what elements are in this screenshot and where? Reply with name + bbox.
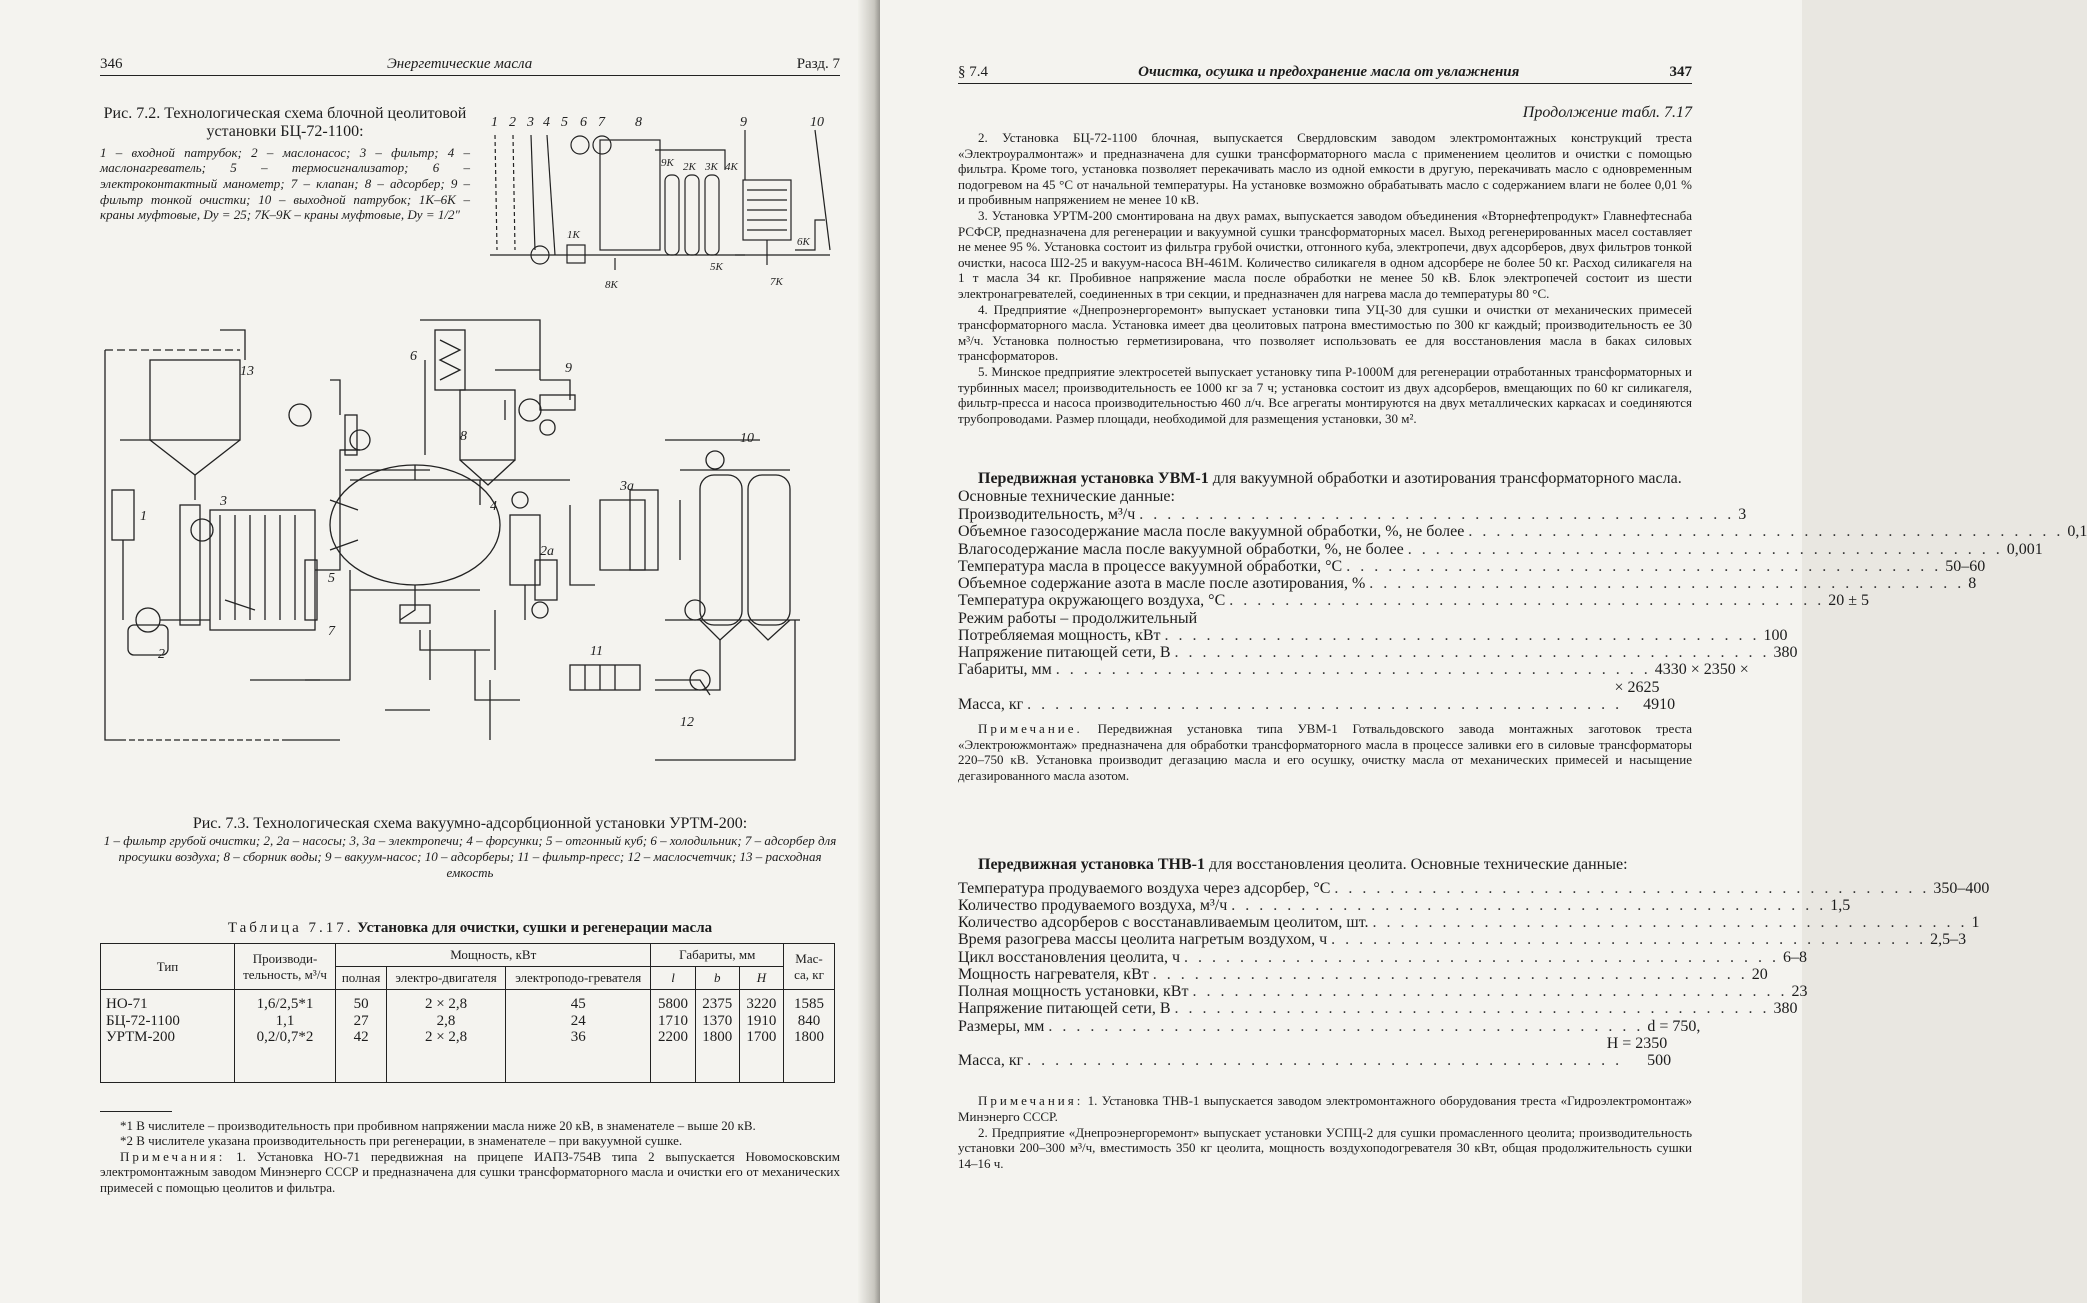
th-mass: Мас-са, кг <box>784 944 835 990</box>
table-row <box>101 1013 835 1030</box>
right-page-number: 347 <box>1669 64 1692 80</box>
tnv-section <box>958 855 1990 1172</box>
paragraph-5: 5. Минское предприятие электросетей выпускает установку типа Р-1000М для регенерации отработанных трансформаторных и турбинных масел; производительность ее 1000 кг за 7 ч; установка состоит из двух адсорберов, вмещающих по 60 кг силикагеля, фильтр-пресса и насоса производительностью 460 л/ч. Все агрегаты монтируются на двух металлических каркасах и соединяются трубопроводами. Размер площади, необходимой для размещения установки, 30 м². <box>958 363 1692 426</box>
param-leader-dots: . . . . . . . . . . . . . . . . . . . . . . . . . . . . . . . . . . . . . . . . . . . <box>1346 557 1942 575</box>
cell-power-motor: 2 × 2,8 <box>387 990 506 1013</box>
param-value: 500 <box>1647 1052 1672 1070</box>
left-notes-text: 1. Установка НО-71 передвижная на прицепе ИАПЗ-754В типа 2 выпускается Новомосковским электромонтажным заводом Минэнерго СССР и предназначена для сушки трансформаторного масла и очистки его от механических примесей с помощью цеолитов и фильтра. <box>100 1148 840 1195</box>
footnote-rule <box>100 1111 172 1112</box>
param-row <box>958 1017 1701 1035</box>
cell-power-motor: 2 × 2,8 <box>387 1029 506 1046</box>
param-label: Напряжение питающей сети, В <box>958 1000 1171 1018</box>
fig72-label-6: 6 <box>580 115 587 130</box>
cell-mass: 840 <box>784 1013 835 1030</box>
param-leader-dots: . . . . . . . . . . . . . . . . . . . . . . . . . . . . . . . . . . . . . . . . . . . <box>1027 1052 1623 1070</box>
table-row <box>101 990 835 1013</box>
th-power-full: полная <box>336 967 387 990</box>
param-row <box>958 948 1808 966</box>
param-row <box>958 1000 1798 1018</box>
param-label: Производительность, м³/ч <box>958 506 1136 524</box>
param-value: H = 2350 <box>1606 1034 1668 1052</box>
th-power-heater: электроподо-гревателя <box>505 967 650 990</box>
cell-power-motor: 2,8 <box>387 1013 506 1030</box>
param-label: Размеры, мм <box>958 1017 1045 1035</box>
cell-dim-h: 1910 <box>739 1013 783 1030</box>
param-value: 20 ± 5 <box>1828 592 1870 610</box>
fig72-valve-9k: 9К <box>661 157 674 169</box>
param-row <box>958 879 1990 897</box>
uvm-section <box>958 470 2087 784</box>
th-dim-h: H <box>739 967 783 990</box>
cell-dim-b: 2375 <box>695 990 739 1013</box>
fig73-label-2: 2 <box>158 647 165 662</box>
fig72-label-8: 8 <box>635 115 642 130</box>
param-leader-dots: . . . . . . . . . . . . . . . . . . . . . . . . . . . . . . . . . . . . . . . . . . . <box>1372 914 1968 932</box>
fig72-diagram <box>485 110 835 305</box>
param-leader-dots: . . . . . . . . . . . . . . . . . . . . . . . . . . . . . . . . . . . . . . . . . . . <box>1048 1017 1644 1035</box>
table-title-prefix: Таблица 7.17. <box>227 920 354 936</box>
uvm-title-rest: для вакуумной обработки и азотирования трансформаторного масла. Основные технические данные: <box>958 470 1682 506</box>
cell-dim-b: 1370 <box>695 1013 739 1030</box>
fig72-valve-5k: 5К <box>710 261 723 273</box>
cell-power-heater: 24 <box>505 1013 650 1030</box>
param-row <box>958 506 1747 524</box>
cell-dim-h: 3220 <box>739 990 783 1013</box>
table-7-17 <box>100 912 840 1195</box>
param-label: Потребляемая мощность, кВт <box>958 626 1161 644</box>
param-value: 3 <box>1738 506 1747 524</box>
uvm-note <box>958 721 1692 783</box>
fig72-label-5: 5 <box>561 115 568 130</box>
th-dim-l: l <box>651 967 695 990</box>
paragraph-2: 2. Установка БЦ-72-1100 блочная, выпускается Свердловским заводом электромонтажных конструкций треста «Электроуралмонтаж» и предназначена для сушки трансформаторного масла с применением цеолитов и очистки с помощью фильтра. Кроме того, установка позволяет перекачивать масло из одной емкости в другую, перекачивать масло с одновременным подогревом на 45 °С от начальной температуры. На установке возможно обрабатывать масло с содержанием влаги не более 0,01 % и пробивным напряжением не менее 10 кВ. <box>958 130 1692 208</box>
table-continuation: Продолжение табл. 7.17 <box>1522 104 1692 121</box>
param-value: 100 <box>1763 626 1788 644</box>
param-value: 4910 <box>1643 696 1676 714</box>
param-value: 380 <box>1773 644 1798 662</box>
param-leader-dots: . . . . . . . . . . . . . . . . . . . . . . . . . . . . . . . . . . . . . . . . . . . <box>1055 661 1651 679</box>
right-running-title: Очистка, осушка и предохранение масла от увлажнения <box>1138 64 1520 80</box>
param-row <box>958 626 1788 644</box>
uvm-title <box>958 470 1692 506</box>
uvm-params <box>958 506 2087 714</box>
table-title <box>100 920 840 937</box>
cell-mass: 1585 <box>784 990 835 1013</box>
th-power-motor: электро-двигателя <box>387 967 506 990</box>
param-label: Количество продуваемого воздуха, м³/ч <box>958 896 1228 914</box>
cell-productivity: 0,2/0,7*2 <box>235 1029 336 1046</box>
fig73-diagram <box>100 320 835 810</box>
param-row <box>958 575 1977 593</box>
cell-power-heater: 45 <box>505 990 650 1013</box>
fig72-valve-1k: 1К <box>567 229 580 241</box>
param-leader-dots: . . . . . . . . . . . . . . . . . . . . . . . . . . . . . . . . . . . . . . . . . . . <box>1139 506 1735 524</box>
param-leader-dots: . . . . . . . . . . . . . . . . . . . . . . . . . . . . . . . . . . . . . . . . . . . <box>1468 523 2064 541</box>
param-label: Температура окружающего воздуха, °С <box>958 592 1226 610</box>
right-section-label: § 7.4 <box>958 64 988 80</box>
tnv-note-2: 2. Предприятие «Днепроэнергоремонт» выпускает установки УСПЦ-2 для сушки промасленного цеолита; производительность установки 200–300 м³/ч, вместимость 350 кг цеолита, мощность воздухоподогревателя 30 кВт, общая продолжительность сушки 14–16 ч. <box>958 1124 1692 1171</box>
fig72-valve-3k: 3К <box>705 161 718 173</box>
left-running-title: Энергетические масла <box>386 56 533 72</box>
param-leader-dots: . . . . . . . . . . . . . . . . . . . . . . . . . . . . . . . . . . . . . . . . . . . <box>1192 983 1788 1001</box>
param-leader-dots: . . . . . . . . . . . . . . . . . . . . . . . . . . . . . . . . . . . . . . . . . . . <box>1174 1000 1770 1018</box>
param-value: 380 <box>1773 1000 1798 1018</box>
param-row <box>958 540 2043 558</box>
param-label: Масса, кг <box>958 696 1024 714</box>
param-label: Объемное содержание азота в масле после азотирования, % <box>958 575 1366 593</box>
fig72-caption-legend: 1 – входной патрубок; 2 – маслонасос; 3 – фильтр; 4 – маслонагреватель; 5 – термосигнализатор; 6 – электроконтактный манометр; 7 – клапан; 8 – адсорбер; 9 – фильтр тонкой очистки; 10 – выходной патрубок; 1К–6К – краны муфтовые, Dy = 25; 7К–9К – краны муфтовые, Dy = 1/2″ <box>100 144 470 223</box>
fig73-label-8: 8 <box>460 429 467 444</box>
param-label: Мощность нагревателя, кВт <box>958 965 1149 983</box>
fig72-valve-2k: 2К <box>683 161 696 173</box>
fig72-valve-4k: 4К <box>725 161 738 173</box>
param-row <box>958 896 1851 914</box>
param-label: Габариты, мм <box>958 661 1052 679</box>
spec-table <box>100 943 835 1083</box>
fig72-label-10: 10 <box>810 115 824 130</box>
param-leader-dots: . . . . . . . . . . . . . . . . . . . . . . . . . . . . . . . . . . . . . . . . . . . <box>1184 948 1780 966</box>
param-leader-dots: . . . . . . . . . . . . . . . . . . . . . . . . . . . . . . . . . . . . . . . . . . . <box>1027 696 1623 714</box>
param-label: Масса, кг <box>958 1052 1024 1070</box>
th-productivity: Производи-тельность, м³/ч <box>235 944 336 990</box>
uvm-title-bold: Передвижная установка УВМ-1 <box>978 470 1209 488</box>
cell-type: НО-71 <box>101 990 235 1013</box>
fig72-valve-7k: 7К <box>770 276 783 288</box>
fig72-valve-6k: 6К <box>797 236 810 248</box>
param-label: Количество адсорберов с восстанавливаемым цеолитом, шт. <box>958 914 1369 932</box>
fig73-caption <box>100 815 840 880</box>
param-leader-dots: . . . . . . . . . . . . . . . . . . . . . . . . . . . . . . . . . . . . . . . . . . . <box>1152 965 1748 983</box>
fig72-label-2: 2 <box>509 115 516 130</box>
param-leader-dots: . . . . . . . . . . . . . . . . . . . . . . . . . . . . . . . . . . . . . . . . . . . <box>1407 540 2003 558</box>
right-page <box>880 0 2087 1303</box>
fig72-valve-8k: 8К <box>605 279 618 291</box>
fig73-label-9: 9 <box>565 361 572 376</box>
fig73-caption-title: Рис. 7.3. Технологическая схема вакуумно-адсорбционной установки УРТМ-200: <box>192 815 748 832</box>
param-leader-dots: . . . . . . . . . . . . . . . . . . . . . . . . . . . . . . . . . . . . . . . . . . . <box>1369 575 1965 593</box>
fig73-caption-legend: 1 – фильтр грубой очистки; 2, 2а – насосы; 3, 3а – электропечи; 4 – форсунки; 5 – отгонный куб; 6 – холодильник; 7 – адсорбер для просушки воздуха; 8 – сборник воды; 9 – вакуум-насос; 10 – адсорберы; 11 – фильтр-пресс; 12 – маслосчетчик; 13 – расходная емкость <box>103 833 837 880</box>
paragraph-4: 4. Предприятие «Днепроэнергоремонт» выпускает установки типа УЦ-30 для сушки и очистки от механических примесей трансформаторного масла. Установка имеет два цеолитовых патрона вместимостью по 300 кг каждый; производительность ее 30 м³/ч. Установка полностью герметизирована, что позволяет использовать ее для восстановления масла в баках силовых трансформаторов. <box>958 301 1692 364</box>
param-row <box>958 679 1692 696</box>
left-notes <box>100 1149 840 1196</box>
fig72-label-1: 1 <box>491 115 498 130</box>
cell-dim-h: 1700 <box>739 1029 783 1046</box>
param-row <box>958 610 1692 627</box>
th-dims: Габариты, мм <box>651 944 784 967</box>
param-leader-dots: . . . . . . . . . . . . . . . . . . . . . . . . . . . . . . . . . . . . . . . . . . . <box>1331 931 1927 949</box>
footnote-2: *2 В числителе указана производительность при регенерации, в знаменателе – при вакуумной сушке. <box>120 1133 683 1149</box>
fig72-label-3: 3 <box>527 115 534 130</box>
param-label: Температура продуваемого воздуха через адсорбер, °С <box>958 879 1331 897</box>
tnv-title-bold: Передвижная установка ТНВ-1 <box>978 855 1205 873</box>
param-row <box>958 1035 1692 1052</box>
table-notes-continued <box>958 130 1692 426</box>
fig73-label-1: 1 <box>140 509 147 524</box>
param-value: d = 750, <box>1647 1017 1701 1035</box>
param-row <box>958 983 1808 1001</box>
fig72-label-4: 4 <box>543 115 550 130</box>
param-value: 50–60 <box>1945 557 1986 575</box>
param-label: Влагосодержание масла после вакуумной обработки, %, не более <box>958 540 1404 558</box>
cell-power-full: 42 <box>336 1029 387 1046</box>
fig72-label-7: 7 <box>598 115 605 130</box>
param-value: 4330 × 2350 × <box>1654 661 1749 679</box>
fig72-caption-title: Рис. 7.2. Технологическая схема блочной цеолитовой установки БЦ-72-1100: <box>103 105 467 141</box>
cell-dim-b: 1800 <box>695 1029 739 1046</box>
param-leader-dots: . . . . . . . . . . . . . . . . . . . . . . . . . . . . . . . . . . . . . . . . . . . <box>1164 626 1760 644</box>
param-label: Напряжение питающей сети, В <box>958 644 1171 662</box>
param-row <box>958 557 1986 575</box>
param-label: Полная мощность установки, кВт <box>958 983 1189 1001</box>
fig73-label-4: 4 <box>490 499 497 514</box>
cell-dim-l: 1710 <box>651 1013 695 1030</box>
param-row <box>958 931 1967 949</box>
fig72-caption <box>100 105 470 223</box>
cell-dim-l: 2200 <box>651 1029 695 1046</box>
left-section-label: Разд. 7 <box>796 56 840 72</box>
cell-productivity: 1,6/2,5*1 <box>235 990 336 1013</box>
left-notes-label: Примечания: <box>120 1148 226 1164</box>
param-row <box>958 914 1980 932</box>
param-label: Время разогрева массы цеолита нагретым воздухом, ч <box>958 931 1328 949</box>
param-value: 23 <box>1791 983 1808 1001</box>
param-value: 350–400 <box>1933 879 1990 897</box>
param-value: 1 <box>1971 914 1980 932</box>
param-value: 8 <box>1968 575 1977 593</box>
param-row <box>958 965 1768 983</box>
th-type: Тип <box>101 944 235 990</box>
left-running-header <box>100 56 840 76</box>
tnv-title <box>958 856 1692 874</box>
param-leader-dots: . . . . . . . . . . . . . . . . . . . . . . . . . . . . . . . . . . . . . . . . . . . <box>1334 879 1930 897</box>
cell-power-heater: 36 <box>505 1029 650 1046</box>
fig73-label-10: 10 <box>740 431 754 446</box>
cell-dim-l: 5800 <box>651 990 695 1013</box>
cell-mass: 1800 <box>784 1029 835 1046</box>
param-row <box>958 661 1749 679</box>
param-value: 2,5–3 <box>1930 931 1967 949</box>
param-value: 0,1 <box>2067 523 2087 541</box>
fig72-label-9: 9 <box>740 115 747 130</box>
left-page <box>0 0 880 1303</box>
fig73-label-2a: 2а <box>540 544 554 559</box>
param-leader-dots: . . . . . . . . . . . . . . . . . . . . . . . . . . . . . . . . . . . . . . . . . . . <box>1174 644 1770 662</box>
param-value: 6–8 <box>1783 948 1808 966</box>
uvm-note-text: Передвижная установка типа УВМ-1 Готвальдовского завода монтажных заготовок треста «Электроюжмонтаж» предназначена для обработки трансформаторного масла в процессе заливки его в силовые трансформаторы 220–750 кВ. Установка производит дегазацию масла и его осушку, очистку масла от механических примесей и насыщение дегазированного масла азотом. <box>958 721 1692 784</box>
param-leader-dots: . . . . . . . . . . . . . . . . . . . . . . . . . . . . . . . . . . . . . . . . . . . <box>1229 592 1825 610</box>
fig73-label-12: 12 <box>680 715 694 730</box>
param-row <box>958 1052 1692 1069</box>
param-label: Температура масла в процессе вакуумной обработки, °С <box>958 557 1343 575</box>
table-title-main: Установка для очистки, сушки и регенерации масла <box>357 920 713 936</box>
tnv-note-1 <box>958 1093 1692 1124</box>
tnv-params <box>958 879 1990 1070</box>
param-value: 1,5 <box>1830 896 1851 914</box>
cell-power-full: 27 <box>336 1013 387 1030</box>
fig73-label-5: 5 <box>328 571 335 586</box>
cell-power-full: 50 <box>336 990 387 1013</box>
right-running-header <box>958 64 1692 84</box>
fig73-label-6: 6 <box>410 349 417 364</box>
uvm-note-label: Примечание. <box>978 721 1083 737</box>
th-power: Мощность, кВт <box>336 944 651 967</box>
param-value: 0,001 <box>2006 540 2043 558</box>
param-label: Цикл восстановления цеолита, ч <box>958 948 1181 966</box>
th-dim-b: b <box>695 967 739 990</box>
param-row <box>958 592 1870 610</box>
cell-type: БЦ-72-1100 <box>101 1013 235 1030</box>
fig73-label-11: 11 <box>590 644 603 659</box>
fig73-label-3: 3 <box>220 494 227 509</box>
param-value: 20 <box>1751 965 1768 983</box>
param-label: Режим работы – продолжительный <box>958 609 1198 627</box>
cell-productivity: 1,1 <box>235 1013 336 1030</box>
tnv-note-1-text: 1. Установка ТНВ-1 выпускается заводом электромонтажного оборудования треста «Гидроэлектромонтаж» Минэнерго СССР. <box>958 1093 1693 1125</box>
param-label: Объемное газосодержание масла после вакуумной обработки, %, не более <box>958 523 1465 541</box>
fig73-label-7: 7 <box>328 624 335 639</box>
tnv-title-rest: для восстановления цеолита. Основные технические данные: <box>1208 855 1628 873</box>
paragraph-3: 3. Установка УРТМ-200 смонтирована на двух рамах, выпускается заводом объединения «Вторнефтепродукт» Главнефтеснаба РСФСР, предназначена для регенерации и вакуумной сушки трансформаторных масел. Выход регенерированных масел составляет не менее 95 %. Установка состоит из фильтра грубой очистки, отгонного куба, электропечи, двух адсорберов, двух фильтров тонкой очистки, насоса Ш2-25 и вакуум-насоса ВН-461М. Количество силикагеля в одном адсорбере не более 50 кг. Расход силикагеля на 1 т масла 34 кг. Пробивное напряжение масла после обработки не менее 50 кВ. Блок электропечей состоит из шести электронагревателей, соединенных в три секции, и предназначен для нагрева масла до температуры 80 °С. <box>958 207 1692 301</box>
param-leader-dots: . . . . . . . . . . . . . . . . . . . . . . . . . . . . . . . . . . . . . . . . . . . <box>1231 896 1827 914</box>
param-row <box>958 523 2087 541</box>
tnv-note-label: Примечания: <box>978 1093 1084 1109</box>
cell-type: УРТМ-200 <box>101 1029 235 1046</box>
param-row <box>958 696 1692 713</box>
fig73-label-13: 13 <box>240 364 254 379</box>
footnote-1: *1 В числителе – производительность при пробивном напряжении масла ниже 20 кВ, в знаменателе – выше 20 кВ. <box>120 1117 756 1133</box>
param-row <box>958 644 1798 662</box>
fig73-label-3a: 3а <box>620 479 634 494</box>
table-row <box>101 1029 835 1046</box>
param-value: × 2625 <box>1614 678 1660 696</box>
left-page-number: 346 <box>100 56 123 72</box>
